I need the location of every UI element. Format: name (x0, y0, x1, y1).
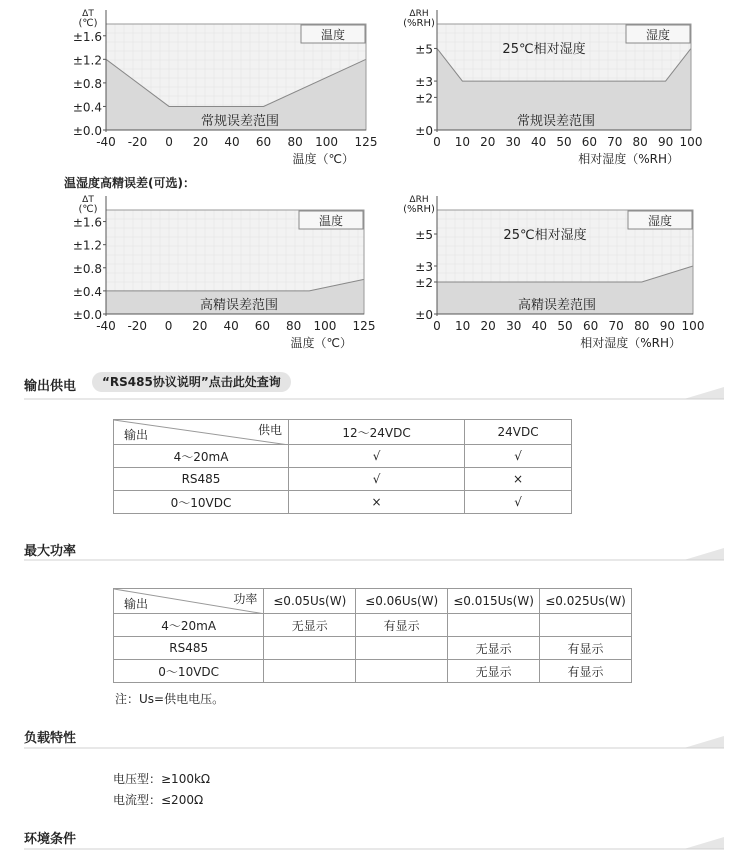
table-cell: √ (289, 445, 465, 468)
x-tick-label: 0 (164, 319, 173, 333)
x-tick-label: 80 (634, 319, 650, 333)
table-cell: 无显示 (448, 637, 540, 660)
y-axis-unit: (%RH) (403, 204, 435, 215)
table-cell (448, 614, 540, 637)
table-cell: √ (465, 491, 572, 514)
area-label: 高精误差范围 (199, 298, 279, 313)
table-cell: √ (289, 468, 465, 491)
section-divider (24, 836, 724, 850)
row-label: RS485 (114, 468, 289, 491)
x-tick-label: 60 (582, 319, 599, 333)
y-axis-unit: (℃) (78, 18, 98, 29)
row-label: 0～10VDC (114, 491, 289, 514)
column-header: ≤0.015Us(W) (448, 589, 540, 614)
x-tick-label: 10 (454, 319, 471, 333)
y-tick-label: ±1.2 (72, 53, 102, 68)
y-tick-label: ±1.2 (72, 238, 102, 253)
chart-sublabel: 25℃相对湿度 (502, 42, 586, 57)
y-axis-label: ΔT (82, 195, 94, 205)
x-tick-label: 0 (165, 135, 173, 149)
row-label: 0～10VDC (114, 660, 264, 683)
table-row (114, 445, 572, 468)
legend-label: 湿度 (647, 214, 673, 228)
table-cell (264, 637, 356, 660)
y-tick-label: ±1.6 (72, 215, 102, 230)
area-label: 高精误差范围 (517, 298, 597, 313)
table-row (114, 637, 632, 660)
x-tick-label: 80 (632, 135, 648, 149)
x-tick-label: 40 (224, 135, 240, 149)
legend-label: 温度 (318, 214, 344, 228)
x-tick-label: 100 (313, 319, 337, 333)
x-tick-label: 100 (679, 135, 703, 149)
y-tick-label: ±0.8 (72, 261, 102, 276)
x-tick-label: 90 (659, 319, 676, 333)
x-axis-label: 相对湿度（%RH） (578, 152, 679, 166)
section-divider (24, 735, 724, 749)
table-row (114, 468, 572, 491)
y-tick-label: ±0.4 (72, 284, 102, 299)
x-tick-label: -40 (96, 135, 116, 149)
x-tick-label: -40 (96, 319, 116, 333)
x-tick-label: 60 (254, 319, 271, 333)
x-tick-label: 20 (480, 135, 496, 149)
y-axis-label: ΔT (82, 9, 94, 19)
x-tick-label: 20 (192, 319, 208, 333)
corner-bottom-label: 输出 (124, 428, 149, 442)
y-axis-unit: (℃) (78, 204, 98, 215)
y-tick-label: ±0 (415, 308, 433, 322)
power-table (113, 588, 632, 683)
x-tick-label: 90 (657, 135, 674, 149)
x-axis-label: 相对湿度（%RH） (580, 336, 681, 350)
y-tick-label: ±0 (415, 124, 433, 138)
x-tick-label: 40 (223, 319, 239, 333)
table-row (114, 614, 632, 637)
x-tick-label: 10 (454, 135, 471, 149)
y-tick-label: ±5 (415, 228, 433, 242)
x-tick-label: -20 (127, 319, 148, 333)
y-tick-label: ±0.8 (72, 76, 102, 91)
table-corner-cell (114, 589, 264, 614)
table-cell (356, 637, 448, 660)
table-row (114, 660, 632, 683)
row-label: 4～20mA (114, 445, 289, 468)
optional-precision-title: 温湿度高精误差(可选)： (64, 176, 195, 190)
x-tick-label: 20 (192, 135, 209, 149)
section-title-output-supply: 输出供电 (24, 379, 77, 394)
column-header: ≤0.05Us(W) (264, 589, 356, 614)
table-cell: 有显示 (540, 637, 632, 660)
area-label: 常规误差范围 (516, 114, 596, 129)
x-tick-label: 100 (681, 319, 705, 333)
y-tick-label: ±3 (415, 260, 433, 274)
table-cell (356, 660, 448, 683)
y-axis-unit: (%RH) (403, 18, 435, 29)
table-cell (264, 660, 356, 683)
x-tick-label: 40 (530, 135, 547, 149)
section-divider (24, 547, 724, 561)
x-tick-label: 70 (608, 319, 624, 333)
x-tick-label: 125 (354, 135, 378, 149)
x-tick-label: 60 (581, 135, 598, 149)
load-voltage: 电压型：≥100kΩ (113, 772, 211, 786)
table-row (114, 491, 572, 514)
rs485-protocol-link[interactable]: “RS485协议说明”点击此处查询 (92, 372, 291, 392)
table-cell: 无显示 (448, 660, 540, 683)
x-tick-label: 60 (255, 135, 272, 149)
column-header: 24VDC (465, 420, 572, 445)
section-title-environment: 环境条件 (24, 832, 77, 847)
table-cell: × (289, 491, 465, 514)
x-tick-label: 80 (287, 135, 303, 149)
section-title-max-power: 最大功率 (24, 544, 77, 559)
section-title-load: 负载特性 (24, 731, 77, 746)
humidity-precision-chart (380, 186, 750, 356)
supply-table (113, 419, 572, 514)
legend-label: 温度 (320, 28, 346, 42)
y-tick-label: ±3 (415, 75, 433, 90)
table-cell: 有显示 (356, 614, 448, 637)
column-header: ≤0.025Us(W) (540, 589, 632, 614)
row-label: 4～20mA (114, 614, 264, 637)
x-tick-label: 0 (433, 319, 441, 333)
temperature-precision-chart (0, 186, 380, 356)
corner-top-label: 功率 (233, 592, 258, 606)
area-label: 常规误差范围 (200, 114, 280, 129)
humidity-error-chart (380, 0, 750, 175)
table-corner-cell (114, 420, 289, 445)
y-tick-label: ±5 (415, 42, 433, 57)
y-tick-label: ±1.6 (72, 29, 102, 44)
corner-top-label: 供电 (257, 423, 282, 437)
section-divider (24, 386, 724, 400)
y-tick-label: ±0.0 (72, 308, 102, 322)
power-note: 注：Us=供电电压。 (115, 692, 225, 706)
x-tick-label: -20 (127, 135, 148, 149)
legend-label: 湿度 (645, 28, 671, 42)
table-cell (540, 614, 632, 637)
x-axis-label: 温度（℃） (290, 336, 352, 350)
table-cell: × (465, 468, 572, 491)
x-axis-label: 温度（℃） (292, 152, 354, 166)
x-tick-label: 40 (531, 319, 548, 333)
table-cell: √ (465, 445, 572, 468)
x-tick-label: 0 (433, 135, 441, 149)
x-tick-label: 80 (285, 319, 302, 333)
row-label: RS485 (114, 637, 264, 660)
x-tick-label: 50 (557, 319, 573, 333)
y-tick-label: ±2 (415, 276, 433, 290)
x-tick-label: 125 (352, 319, 376, 333)
x-tick-label: 30 (505, 135, 521, 149)
y-axis-label: ΔRH (409, 195, 429, 205)
y-tick-label: ±0.0 (72, 124, 102, 138)
y-tick-label: ±0.4 (72, 100, 102, 115)
x-tick-label: 100 (315, 135, 339, 149)
x-tick-label: 20 (480, 319, 496, 333)
load-current: 电流型：≤200Ω (113, 793, 204, 807)
y-tick-label: ±2 (415, 91, 433, 106)
x-tick-label: 70 (607, 135, 623, 149)
column-header: ≤0.06Us(W) (356, 589, 448, 614)
column-header: 12～24VDC (289, 420, 465, 445)
corner-bottom-label: 输出 (124, 597, 149, 611)
table-cell: 无显示 (264, 614, 356, 637)
temperature-error-chart (0, 0, 380, 175)
chart-sublabel: 25℃相对湿度 (503, 228, 587, 243)
x-tick-label: 30 (506, 319, 522, 333)
y-axis-label: ΔRH (409, 9, 429, 19)
table-cell: 有显示 (540, 660, 632, 683)
x-tick-label: 50 (556, 135, 572, 149)
